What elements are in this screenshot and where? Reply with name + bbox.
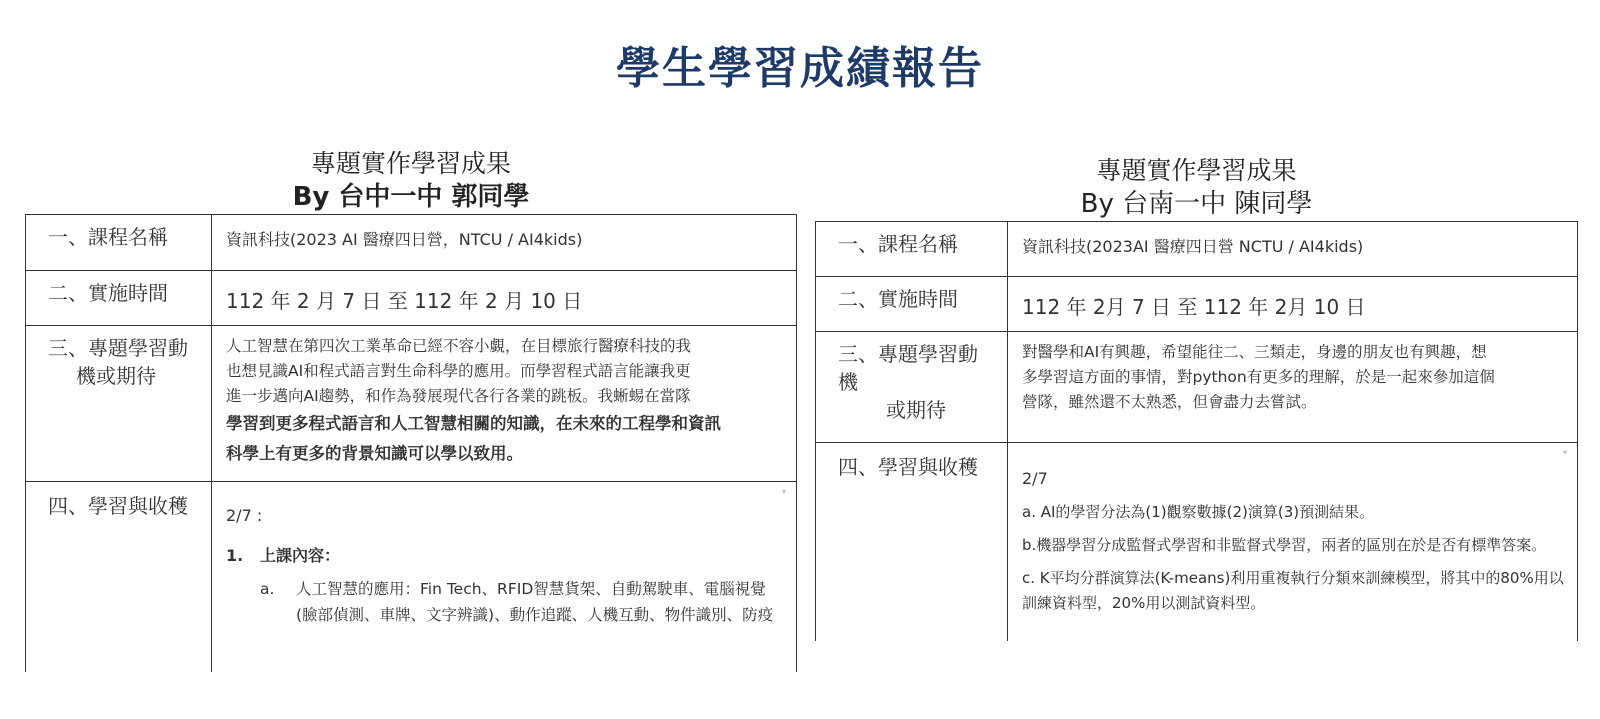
report-title: 專題實作學習成果 (310, 149, 511, 178)
motivation-label-line1: 三、專題學習動機 (838, 342, 978, 394)
motivation-label (26, 326, 212, 481)
period-row (26, 271, 796, 326)
report-byline: By 台中一中 郭同學 (292, 182, 530, 212)
learning-content (1008, 443, 1577, 641)
report-table (25, 214, 797, 672)
motivation-line: 人工智慧在第四次工業革命已經不容小覷，在目標旅行醫療科技的我 (226, 337, 692, 355)
motivation-line: 營隊，雖然還不太熟悉，但會盡力去嘗試。 (1022, 393, 1317, 411)
lesson-number: 1. (226, 546, 244, 565)
motivation-row (26, 326, 796, 482)
learning-row (26, 482, 796, 672)
motivation-line: 進一步邁向AI趨勢，和作為發展現代各行各業的跳板。我蜥蜴在當隊 (226, 387, 691, 405)
learning-date: 2/7 (1022, 469, 1048, 488)
course-value: 資訊科技(2023AI 醫療四日營 NCTU / AI4kids) (1022, 237, 1364, 256)
motivation-line: 多學習這方面的事情，對python有更多的理解，於是一起來參加這個 (1022, 368, 1495, 386)
course-label: 一、課程名稱 (26, 215, 212, 270)
learning-note: b.機器學習分成監督式學習和非監督式學習，兩者的區別在於是否有標準答案。 (1022, 536, 1547, 554)
motivation-line: 對醫學和AI有興趣，希望能往二、三類走，身邊的朋友也有興趣，想 (1022, 343, 1487, 361)
motivation-label-line1: 三、專題學習動 (48, 336, 188, 360)
motivation-label (816, 332, 1008, 442)
period-label: 二、實施時間 (26, 271, 212, 325)
lesson-item-marker: a. (260, 580, 275, 598)
motivation-label-line2: 機或期待 (76, 364, 156, 388)
cell-marker-icon: ▾ (1563, 448, 1568, 457)
report-table (815, 221, 1578, 641)
learning-label: 四、學習與收穫 (26, 482, 212, 672)
lesson-item (226, 576, 784, 628)
learning-note: a. AI的學習分法為(1)觀察數據(2)演算(3)預測結果。 (1022, 503, 1375, 521)
report-title: 專題實作學習成果 (1096, 156, 1297, 185)
period-label: 二、實施時間 (816, 277, 1008, 331)
lesson-title: 上課內容： (260, 546, 341, 565)
lesson-item-text: 人工智慧的應用：Fin Tech、RFID智慧貨架、自動駕駛車、電腦視覺(臉部偵測、車牌、文字辨識)、動作追蹤、人機互動、物件識別、防疫 (296, 580, 774, 624)
report-right (815, 155, 1578, 641)
course-row (816, 222, 1577, 277)
motivation-text (1008, 332, 1577, 442)
motivation-line: 學習到更多程式語言和人工智慧相關的知識，在未來的工程學和資訊 (226, 414, 721, 433)
period-value: 112 年 2月 7 日 至 112 年 2月 10 日 (1022, 295, 1366, 319)
learning-date: 2/7 : (226, 506, 263, 525)
report-heading (815, 155, 1578, 221)
period-row (816, 277, 1577, 332)
report-heading (25, 148, 797, 214)
learning-content (212, 482, 796, 672)
motivation-text (212, 326, 796, 481)
learning-row (816, 443, 1577, 641)
motivation-line: 也想見識AI和程式語言對生命科學的應用。而學習程式語言能讓我更 (226, 362, 691, 380)
motivation-label-line2: 或期待 (886, 398, 946, 422)
motivation-line: 科學上有更多的背景知識可以學以致用。 (226, 444, 523, 463)
course-label: 一、課程名稱 (816, 222, 1008, 276)
report-left (25, 148, 797, 672)
course-value: 資訊科技(2023 AI 醫療四日營，NTCU / AI4kids) (226, 230, 583, 249)
learning-label: 四、學習與收穫 (816, 443, 1008, 641)
learning-note: c. K平均分群演算法(K-means)利用重複執行分類來訓練模型，將其中的80%用以訓練資料型，20%用以測試資料型。 (1022, 569, 1564, 612)
period-value: 112 年 2 月 7 日 至 112 年 2 月 10 日 (226, 289, 583, 313)
report-byline: By 台南一中 陳同學 (1080, 189, 1313, 219)
course-row (26, 215, 796, 271)
page-title: 學生學習成績報告 (616, 43, 984, 94)
cell-marker-icon: ▾ (782, 487, 787, 496)
lesson-heading (226, 543, 784, 566)
motivation-row (816, 332, 1577, 443)
